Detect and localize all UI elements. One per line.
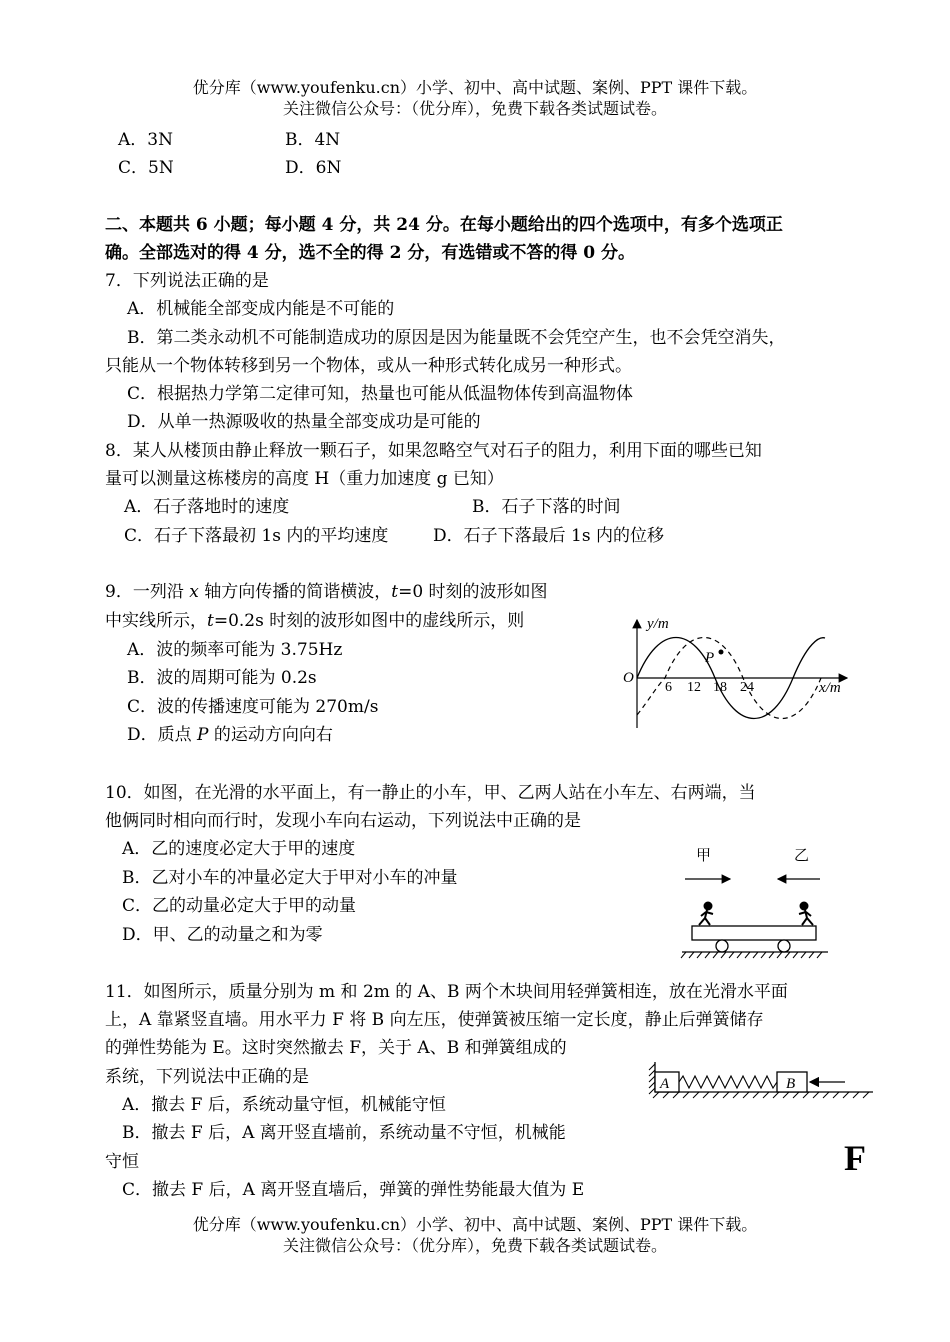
q11-option-b-line-2: 守恒 [105,1152,139,1172]
q9-option-d: D．质点 P 的运动方向向右 [127,725,333,745]
ground-hatch [681,952,822,958]
q10-stem-line-2: 他俩同时相向而行时，发现小车向右运动，下列说法中正确的是 [105,811,581,831]
cart-wheel-right [778,940,790,952]
q11-stem-line-4: 系统，下列说法中正确的是 [105,1067,309,1087]
force-label: F [844,1138,866,1178]
wall-hatch [649,1064,655,1094]
q7-option-b-line-1: B．第二类永动机不可能制造成功的原因是因为能量既不会凭空产生，也不会凭空消失， [127,328,786,348]
x-axis-label: x/m [819,680,841,696]
q9-option-a: A．波的频率可能为 3.75Hz [127,640,343,660]
q8-option-a: A．石子落地时的速度 [124,497,290,517]
footer-line-2: 关注微信公众号：（优分库），免费下载各类试题试卷。 [282,1236,667,1255]
prev-option-a: A．3N [118,130,173,150]
q8-stem-line-1: 8．某人从楼顶由静止释放一颗石子，如果忽略空气对石子的阻力，利用下面的哪些已知 [105,441,762,461]
cart-body [692,926,816,940]
label-yi: 乙 [794,848,810,864]
q7-stem: 7．下列说法正确的是 [105,271,269,291]
q11-option-c: C．撤去 F 后，A 离开竖直墙后，弹簧的弹性势能最大值为 E [122,1180,585,1200]
floor-hatch [653,1092,869,1098]
prev-option-c: C．5N [118,158,174,178]
origin-label: O [623,670,634,686]
q7-option-d: D．从单一热源吸收的热量全部变成功是可能的 [127,412,481,432]
section-title-line-1: 二、本题共 6 小题；每小题 4 分，共 24 分。在每小题给出的四个选项中，有多个选项正 [105,215,783,235]
section-title-line-2: 确。全部选对的得 4 分，选不全的得 2 分，有选错或不答的得 0 分。 [105,243,635,263]
block-b-label: B [786,1076,796,1092]
q10-option-b: B．乙对小车的冲量必定大于甲对小车的冲量 [122,868,458,888]
header-line-1: 优分库（www.youfenku.cn）小学、初中、高中试题、案例、PPT 课件下载。 [192,78,758,97]
point-p-label: P [705,650,715,666]
q11-stem-line-3: 的弹性势能为 E。这时突然撤去 F，关于 A、B 和弹簧组成的 [105,1038,567,1058]
spring [679,1076,777,1088]
q10-option-d: D．甲、乙的动量之和为零 [122,925,323,945]
q10-option-c: C．乙的动量必定大于甲的动量 [122,896,357,916]
tick-label-6: 6 [665,680,672,695]
q9-option-c: C．波的传播速度可能为 270m/s [127,697,379,717]
tick-label-12: 12 [687,680,701,695]
wave-figure [615,610,855,732]
q11-option-b-line-1: B．撤去 F 后，A 离开竖直墙前，系统动量不守恒，机械能 [122,1123,566,1143]
q7-option-c: C．根据热力学第二定律可知，热量也可能从低温物体传到高温物体 [127,384,634,404]
q11-stem-line-2: 上，A 靠紧竖直墙。用水平力 F 将 B 向左压，使弹簧被压缩一定长度，静止后弹簧储存 [105,1010,764,1030]
q9-stem-line-2: 中实线所示，t=0.2s 时刻的波形如图中的虚线所示，则 [105,611,525,631]
q7-option-b-line-2: 只能从一个物体转移到另一个物体，或从一种形式转化成另一种形式。 [105,356,632,376]
point-p [719,650,724,655]
q9-stem-line-1: 9．一列沿 x 轴方向传播的简谐横波，t=0 时刻的波形如图 [105,582,548,602]
person-jia [699,903,713,926]
q10-stem-line-1: 10．如图，在光滑的水平面上，有一静止的小车，甲、乙两人站在小车左、右两端，当 [105,783,756,803]
label-jia: 甲 [696,848,712,864]
q8-option-b: B．石子下落的时间 [472,497,621,517]
q10-option-a: A．乙的速度必定大于甲的速度 [122,839,356,859]
prev-option-d: D．6N [285,158,342,178]
cart-wheel-left [716,940,728,952]
spring-figure [645,1058,877,1108]
y-axis-label: y/m [647,616,669,632]
q8-option-c: C．石子下落最初 1s 内的平均速度 [124,526,389,546]
q9-option-b: B．波的周期可能为 0.2s [127,668,317,688]
q11-stem-line-1: 11．如图所示，质量分别为 m 和 2m 的 A、B 两个木块间用轻弹簧相连，放在光滑水平面 [105,982,788,1002]
tick-label-18: 18 [713,680,727,695]
footer-line-1: 优分库（www.youfenku.cn）小学、初中、高中试题、案例、PPT 课件下载。 [192,1215,758,1234]
q11-option-a: A．撤去 F 后，系统动量守恒，机械能守恒 [122,1095,446,1115]
header-line-2: 关注微信公众号：（优分库），免费下载各类试题试卷。 [282,99,667,118]
block-a-label: A [660,1076,670,1092]
q8-option-d: D．石子下落最后 1s 内的位移 [433,526,664,546]
tick-label-24: 24 [740,680,754,695]
q8-stem-line-2: 量可以测量这栋楼房的高度 H（重力加速度 g 已知） [105,469,504,489]
cart-figure [680,842,830,964]
q7-option-a: A．机械能全部变成内能是不可能的 [127,299,395,319]
prev-option-b: B．4N [285,130,341,150]
person-yi [799,903,813,926]
